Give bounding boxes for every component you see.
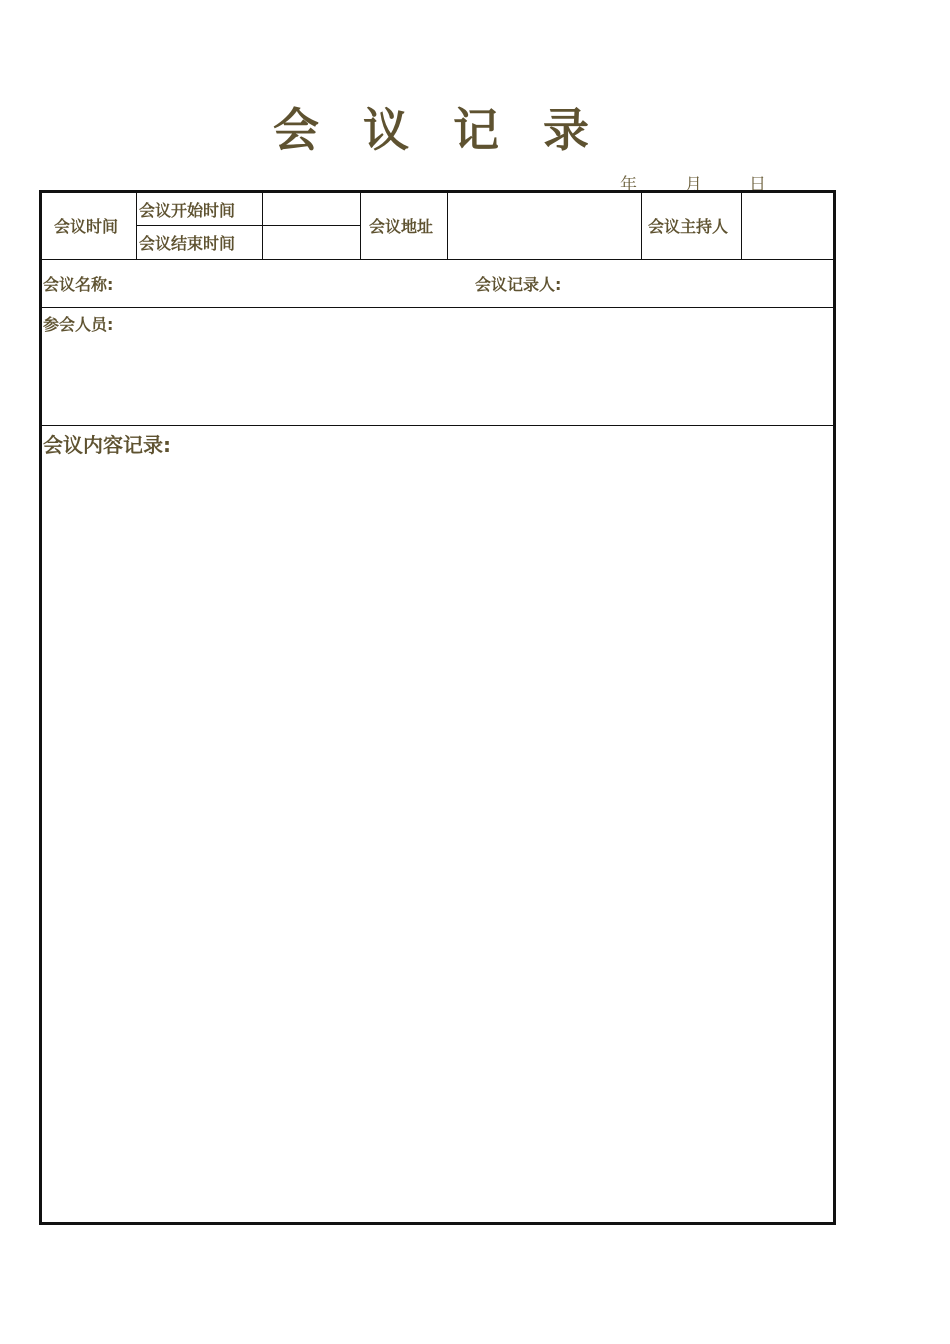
meeting-time-label: 会议时间: [54, 217, 119, 236]
page-title: 会 议 记 录: [272, 103, 604, 157]
meeting-record-form: [39, 190, 836, 1225]
end-time-value-field[interactable]: [263, 226, 360, 259]
host-value-field[interactable]: [742, 193, 833, 259]
content-label: 会议内容记录:: [43, 433, 171, 457]
start-time-value-field[interactable]: [263, 193, 360, 225]
divider: [641, 193, 642, 259]
meeting-name-value-field[interactable]: [122, 260, 462, 307]
divider: [360, 193, 361, 259]
divider: [136, 193, 137, 259]
end-time-label: 会议结束时间: [139, 234, 236, 253]
divider: [42, 307, 833, 308]
host-label: 会议主持人: [648, 217, 729, 236]
recorder-value-field[interactable]: [574, 260, 833, 307]
meeting-name-label: 会议名称:: [43, 275, 114, 294]
address-label: 会议地址: [369, 217, 434, 236]
attendees-label: 参会人员:: [43, 315, 114, 334]
date-year-label: 年: [620, 175, 637, 195]
start-time-label: 会议开始时间: [139, 201, 236, 220]
divider: [42, 425, 833, 426]
attendees-value-area[interactable]: [42, 338, 833, 425]
address-value-field[interactable]: [448, 193, 641, 259]
date-day-label: 日: [749, 175, 766, 195]
recorder-label: 会议记录人:: [475, 275, 562, 294]
date-month-label: 月: [685, 175, 702, 195]
content-value-area[interactable]: [42, 463, 833, 1222]
